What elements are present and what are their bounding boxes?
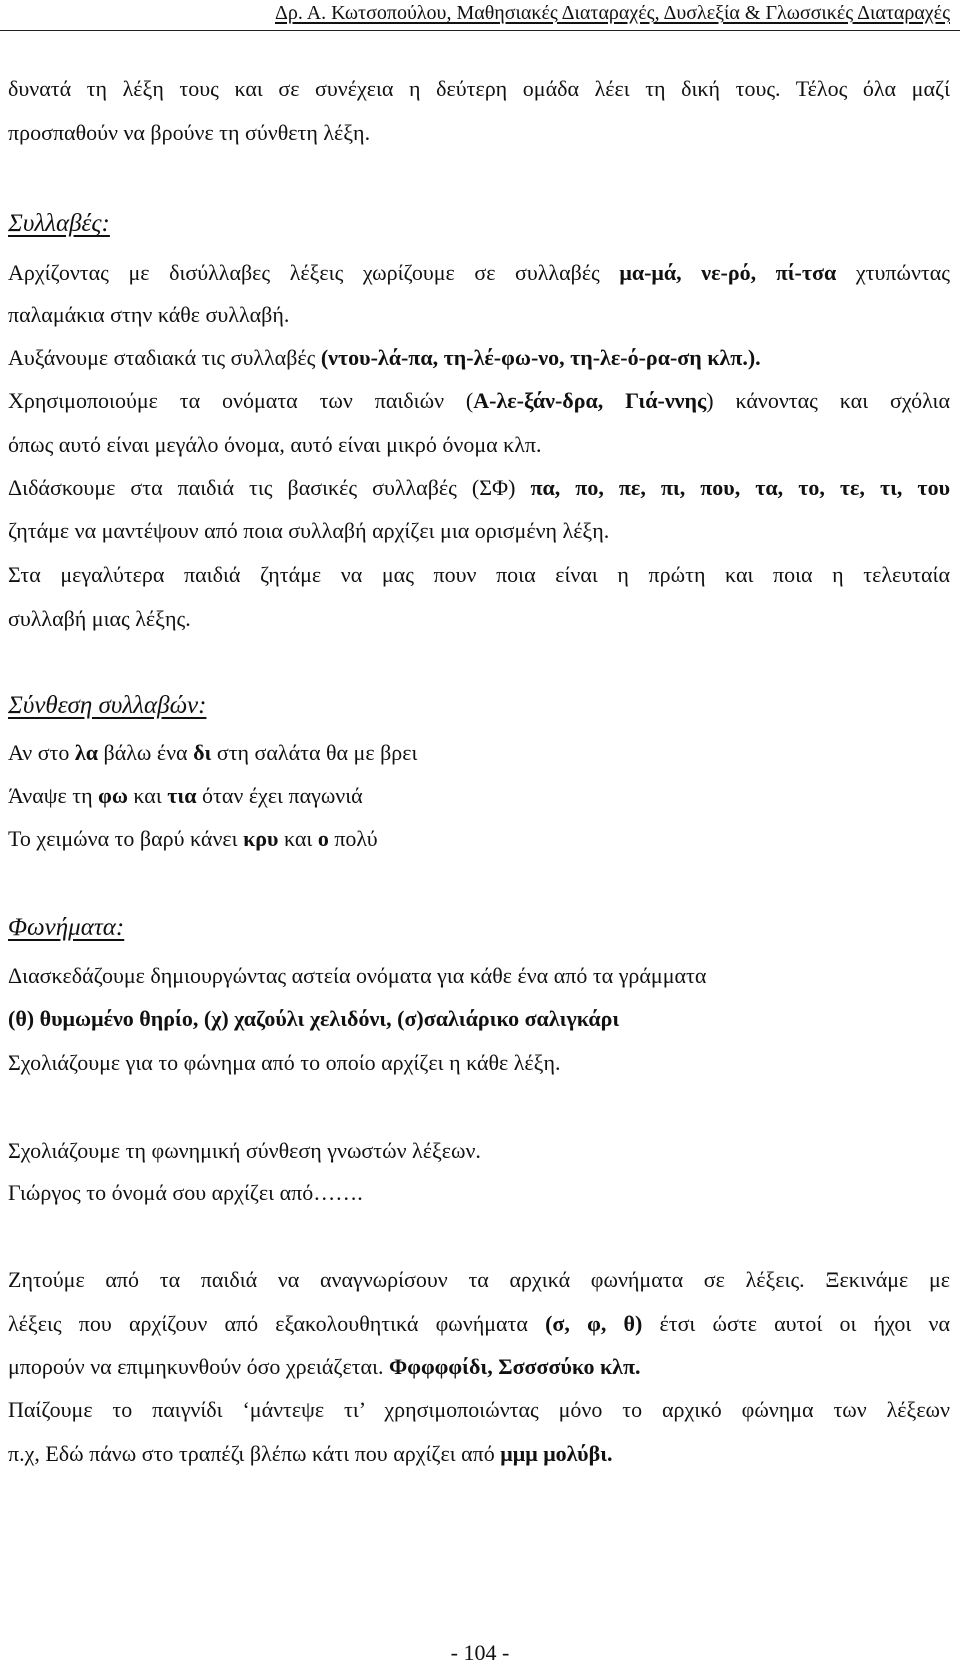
rhyme-line (8, 828, 378, 850)
paragraph-line: δυνατά τη λέξη τους και σε συνέχεια η δεύτερη ομάδα λέει τη δική τους. Τέλος όλα μαζί (8, 76, 950, 101)
paragraph-line: παλαμάκια στην κάθε συλλαβή. (8, 302, 290, 327)
bold-example: μμμ μολύβι. (500, 1441, 613, 1466)
bold-example: πα, πο, πε, πι, που, τα, το, τε, τι, του (530, 475, 950, 500)
bold-syllable: κρυ (243, 826, 279, 851)
paragraph-line: Παίζουμε το παιγνίδι ‘μάντεψε τι’ χρησιμοποιώντας μόνο το αρχικό φώνημα των λέξεων (8, 1397, 950, 1422)
bold-syllable: τια (167, 783, 197, 808)
paragraph-line: προσπαθούν να βρούνε τη σύνθετη λέξη. (8, 120, 371, 145)
running-header: Δρ. Α. Κωτσοπούλου, Μαθησιακές Διαταραχές, Δυσλεξία & Γλωσσικές Διαταραχές (274, 2, 950, 24)
paragraph-line (8, 1313, 950, 1335)
paragraph-line: ζητάμε να μαντέψουν από ποια συλλαβή αρχίζει μια ορισμένη λέξη. (8, 518, 610, 543)
text-run: Άναψε τη (8, 783, 99, 808)
page-number: - 104 - (450, 1640, 510, 1665)
section-heading-synthesis: Σύνθεση συλλαβών: (8, 692, 207, 719)
paragraph-line: Γιώργος το όνομά σου αρχίζει από……. (8, 1180, 363, 1205)
bold-example: Α-λε-ξάν-δρα, Γιά-ννης (473, 388, 707, 413)
paragraph-line (8, 477, 950, 499)
text-run: και (278, 826, 318, 851)
text-run: χτυπώντας (836, 260, 950, 285)
bold-syllable: δι (193, 740, 212, 765)
text-run: πολύ (328, 826, 378, 851)
section-heading-syllables: Συλλαβές: (8, 210, 110, 237)
text-run: Το χειμώνα το βαρύ κάνει (8, 826, 244, 851)
paragraph-line (8, 262, 950, 284)
paragraph-line: Στα μεγαλύτερα παιδιά ζητάμε να μας πουν ποια είναι η πρώτη και ποια η τελευταία (8, 562, 950, 587)
paragraph-line: συλλαβή μιας λέξης. (8, 606, 191, 631)
bold-examples-line: (θ) θυμωμένο θηρίο, (χ) χαζούλι χελιδόνι, (σ)σαλιάρικο σαλιγκάρι (8, 1006, 620, 1031)
text-run: στη σαλάτα θα με βρει (211, 740, 418, 765)
paragraph-line: Σχολιάζουμε για το φώνημα από το οποίο αρχίζει η κάθε λέξη. (8, 1050, 561, 1075)
text-run: Αν στο (8, 740, 75, 765)
section-heading-phonemes: Φωνήματα: (8, 914, 125, 941)
paragraph-line: Σχολιάζουμε τη φωνημική σύνθεση γνωστών λέξεων. (8, 1138, 481, 1163)
paragraph-line: όπως αυτό είναι μεγάλο όνομα, αυτό είναι μικρό όνομα κλπ. (8, 432, 542, 457)
paragraph-line: Ζητούμε από τα παιδιά να αναγνωρίσουν τα αρχικά φωνήματα σε λέξεις. Ξεκινάμε με (8, 1267, 950, 1292)
paragraph-line: Διασκεδάζουμε δημιουργώντας αστεία ονόματα για κάθε ένα από τα γράμματα (8, 963, 707, 988)
paragraph-line (8, 1443, 613, 1465)
text-run: λέξεις που αρχίζουν από εξακολουθητικά φωνήματα (8, 1311, 546, 1336)
text-run: βάλω ένα (98, 740, 194, 765)
text-run: όταν έχει παγωνιά (196, 783, 363, 808)
text-run: Αυξάνουμε σταδιακά τις συλλαβές (8, 345, 321, 370)
paragraph-line (8, 390, 950, 412)
text-run: Χρησιμοποιούμε τα ονόματα των παιδιών ( (8, 388, 474, 413)
bold-example: (σ, φ, θ) (545, 1311, 643, 1336)
rhyme-line (8, 785, 363, 807)
text-run: μπορούν να επιμηκυνθούν όσο χρειάζεται. (8, 1354, 389, 1379)
bold-example: Φφφφφίδι, Σσσσσύκο κλπ. (388, 1354, 641, 1379)
paragraph-line (8, 1356, 641, 1378)
header-divider (0, 30, 960, 31)
bold-example: μα-μά, νε-ρό, πί-τσα (619, 260, 837, 285)
bold-example: (ντου-λά-πα, τη-λέ-φω-νο, τη-λε-ό-ρα-ση κλπ.). (320, 345, 761, 370)
rhyme-line (8, 742, 417, 764)
text-run: π.χ, Εδώ πάνω στο τραπέζι βλέπω κάτι που αρχίζει από (8, 1441, 501, 1466)
text-run: έτσι ώστε αυτοί οι ήχοι να (642, 1311, 950, 1336)
bold-syllable: φω (98, 783, 128, 808)
bold-syllable: λα (74, 740, 98, 765)
paragraph-line (8, 347, 761, 369)
text-run: και (127, 783, 168, 808)
text-run: Διδάσκουμε στα παιδιά τις βασικές συλλαβές (ΣΦ) (8, 475, 531, 500)
bold-syllable: ο (317, 826, 329, 851)
text-run: Αρχίζοντας με δισύλλαβες λέξεις χωρίζουμε σε συλλαβές (8, 260, 620, 285)
text-run: ) κάνοντας και σχόλια (706, 388, 950, 413)
